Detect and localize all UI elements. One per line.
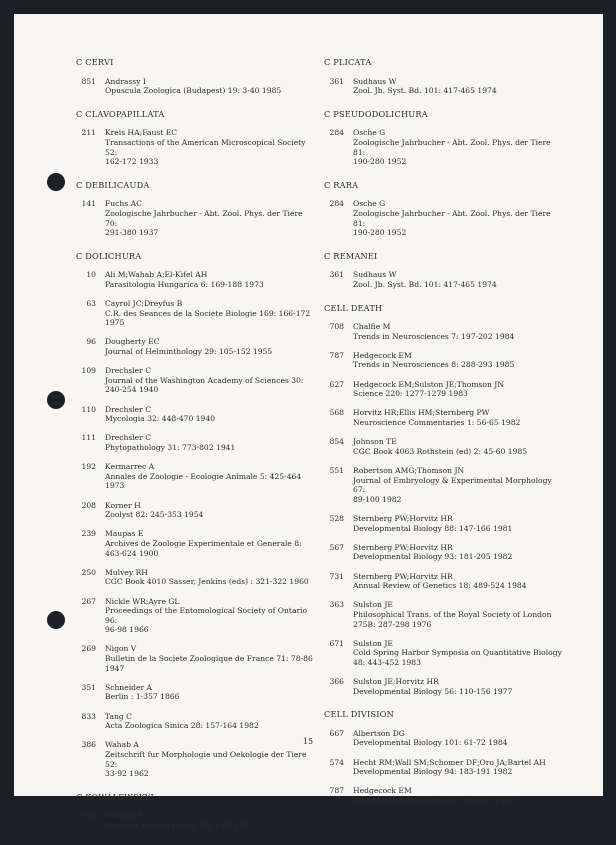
reference-author: Cayrol JC;Dreyfus B [105, 299, 183, 309]
reference-citation: Journal of the Washington Academy of Sciences 30: [105, 375, 304, 385]
section-heading: CELL DEATH [324, 302, 383, 313]
reference-citation: Science 220: 1277-1279 1983 [353, 389, 468, 399]
reference-author: Kreis HA;Faust EC [105, 128, 178, 138]
reference-number: 833 [81, 711, 96, 721]
section-heading: C PLICATA [324, 57, 372, 67]
reference-author: Nickle WR;Ayre GL [105, 596, 180, 606]
reference-citation: 463-624 1900 [105, 548, 159, 558]
reference-number: 269 [81, 644, 96, 654]
reference-entry [76, 462, 316, 491]
reference-author: Sulston JE [353, 600, 393, 610]
reference-author: Tang C [105, 711, 132, 721]
index-section [324, 58, 564, 96]
index-section [324, 304, 564, 697]
reference-entry [76, 433, 316, 452]
reference-author: Johnson TE [353, 437, 397, 447]
section-heading: C DOLICHURA [76, 250, 142, 261]
reference-author: Maupas E [105, 529, 144, 539]
reference-author: Sternberg PW;Horvitz HR [353, 513, 453, 523]
reference-citation: 48: 443-452 1983 [353, 657, 421, 667]
reference-author: Mulvey RH [105, 567, 148, 577]
reference-entry [324, 199, 564, 237]
reference-author: Hecht RM;Wall SM;Schomer DF;Oro JA;Bartel AH [353, 757, 546, 767]
reference-citation: Zool. Jb. Syst. Bd. 101: 417-465 1974 [353, 279, 497, 289]
reference-entry [324, 380, 564, 399]
reference-author: Hedgecock EM [353, 786, 412, 796]
reference-citation: Zeitschrift fur Morphologie und Oekologie der Tiere 52: [105, 750, 307, 769]
reference-number: 208 [81, 500, 96, 510]
reference-citation: Berlin : 1-357 1866 [105, 692, 180, 702]
reference-citation: 275B: 287-298 1976 [353, 619, 432, 629]
reference-entry [324, 466, 564, 504]
reference-citation: 33-92 1962 [105, 769, 149, 779]
reference-entry [76, 644, 316, 673]
reference-citation: Bulletin de la Societe Zoologique de France 71: 78-86 [105, 654, 313, 664]
binder-hole [47, 391, 65, 409]
reference-entry [324, 408, 564, 427]
reference-citation: 1947 [105, 663, 125, 673]
reference-number: 267 [81, 596, 96, 606]
reference-citation: Acta Zoologica Sinica 28: 157-164 1982 [105, 721, 259, 731]
reference-citation: Mycologia 32: 448-470 1940 [105, 414, 216, 424]
reference-author: Sulston JE;Horvitz HR [353, 677, 439, 687]
reference-author: Schneider A [105, 682, 153, 692]
reference-entry [76, 405, 316, 424]
reference-citation: Journal of Helminthology 29: 105-152 1955 [105, 347, 273, 357]
reference-number: 528 [329, 513, 344, 523]
reference-entry [76, 740, 316, 778]
reference-entry [76, 568, 316, 587]
page-number: 15 [302, 737, 314, 746]
reference-citation: 240-254 1940 [105, 385, 159, 395]
reference-number: 574 [329, 757, 344, 767]
reference-entry [324, 572, 564, 591]
reference-number: 363 [329, 600, 344, 610]
reference-number: 366 [329, 677, 344, 687]
reference-author: Osche G [353, 199, 386, 209]
reference-entry [324, 639, 564, 668]
reference-citation: 1975 [105, 318, 125, 328]
reference-number: 110 [81, 404, 96, 414]
reference-entry [324, 758, 564, 777]
reference-citation: Developmental Biology 88: 147-166 1981 [353, 523, 513, 533]
reference-author: Kermarrec A [105, 462, 155, 472]
reference-author: Ali M;Wahab A;El-Kifel AH [105, 270, 208, 280]
reference-author: Horvitz HR;Ellis HM;Sternberg PW [353, 408, 490, 418]
reference-citation: Archives de Zoologie Experimentale et Generale 8: [105, 538, 302, 548]
reference-number: 386 [81, 740, 96, 750]
reference-citation: CGC Book 4063 Rothstein (ed) 2: 45-60 1985 [353, 446, 528, 456]
reference-author: Sudhaus W [353, 270, 397, 280]
reference-number: 361 [329, 76, 344, 86]
reference-citation: Trends in Neurosciences 7: 197-202 1984 [353, 331, 515, 341]
section-heading: C REMANEI [324, 250, 378, 261]
reference-number: 109 [81, 366, 96, 376]
index-section [76, 110, 316, 167]
reference-entry [76, 270, 316, 289]
reference-citation: 291-380 1937 [105, 228, 159, 238]
reference-author: Hedgecock EM;Sulston JE;Thomson JN [353, 379, 504, 389]
reference-number: 667 [329, 728, 344, 738]
reference-entry [76, 597, 316, 635]
reference-citation: 190-280 1952 [353, 157, 407, 167]
reference-number: 731 [329, 571, 344, 581]
reference-citation: 162-172 1933 [105, 157, 159, 167]
reference-citation: Developmental Biology 56: 110-156 1977 [353, 686, 513, 696]
reference-number: 250 [81, 567, 96, 577]
reference-entry [324, 77, 564, 96]
binder-hole [47, 173, 65, 191]
reference-citation: Annual Review of Genetics 18: 489-524 1984 [353, 581, 527, 591]
reference-number: 111 [81, 433, 96, 443]
reference-author: Andrassy I [105, 76, 146, 86]
reference-entry [324, 322, 564, 341]
reference-author: Wahab A [105, 740, 139, 750]
reference-citation: Trends in Neurosciences 8: 288-293 1985 [353, 360, 515, 370]
left-column [76, 58, 316, 845]
reference-author: Sulston JE [353, 638, 393, 648]
reference-citation: Proceedings of the Entomological Society of Ontario 96: [105, 606, 308, 625]
reference-author: Korner H [105, 500, 141, 510]
reference-author: Drechsler C [105, 433, 152, 443]
reference-entry [324, 270, 564, 289]
section-heading: CELL DIVISION [324, 709, 394, 720]
reference-author: Drechsler C [105, 366, 152, 376]
reference-citation: Zoologische Jahrbucher - Abt. Zool. Phys. der Tiere 81: [353, 137, 551, 157]
reference-citation: Philosophical Trans. of the Royal Society of London [353, 609, 552, 619]
reference-author: Albertson DG [353, 728, 405, 738]
reference-number: 141 [81, 199, 96, 209]
reference-entry [76, 128, 316, 166]
reference-entry [76, 199, 316, 237]
reference-number: 551 [329, 466, 344, 475]
reference-number: 63 [86, 299, 96, 309]
reference-entry [76, 366, 316, 395]
reference-number: 787 [329, 350, 344, 360]
reference-number: 147 [81, 811, 96, 821]
reference-author: Robertson AMG;Thomson JN [353, 466, 465, 475]
reference-entry [76, 299, 316, 328]
reference-citation: Cold Spring Harbor Symposia on Quantitative Biology [353, 648, 562, 658]
reference-entry [76, 811, 316, 830]
reference-citation: Zoolyst 82: 245-353 1954 [105, 510, 204, 520]
reference-number: 567 [329, 542, 344, 552]
reference-citation: Neuroscience Commentaries 1: 56-65 1982 [353, 418, 521, 428]
reference-author: Chalfie M [353, 322, 391, 332]
reference-entry [324, 128, 564, 166]
reference-number: 96 [86, 337, 96, 347]
section-heading: C CERVI [76, 57, 114, 67]
index-section [324, 110, 564, 167]
reference-number: 192 [81, 462, 96, 472]
reference-number: 284 [329, 199, 344, 209]
reference-entry [76, 529, 316, 558]
reference-number: 211 [81, 128, 96, 138]
reference-number: 708 [329, 322, 344, 332]
reference-citation: Opuscula Zoologica (Budapest) 19: 3-40 1985 [105, 86, 282, 96]
reference-number: 361 [329, 270, 344, 280]
reference-entry [324, 437, 564, 456]
reference-citation: 190-280 1952 [353, 228, 407, 238]
reference-number: 787 [329, 786, 344, 796]
reference-number: 851 [81, 76, 96, 86]
reference-entry [76, 337, 316, 356]
reference-citation: Zoologische Jahrbucher - Abt. Zool. Phys. der Tiere 81: [353, 208, 551, 228]
reference-author: Dougherty EC [105, 337, 160, 347]
reference-author: Sternberg PW;Horvitz HR [353, 542, 453, 552]
reference-citation: Developmental Biology 93: 181-205 1982 [353, 552, 513, 562]
reference-author: Golovin E [105, 811, 143, 821]
reference-author: Nigon V [105, 644, 137, 654]
index-section [324, 181, 564, 238]
reference-number: 671 [329, 638, 344, 648]
index-section [76, 181, 316, 238]
index-section [76, 58, 316, 96]
reference-number: 10 [86, 270, 96, 280]
reference-entry [324, 786, 564, 805]
reference-citation: Trends in Neurosciences 8: 288-293 1985 [353, 796, 515, 805]
reference-citation: Zool. Jb. Syst. Bd. 101: 417-465 1974 [353, 86, 497, 96]
reference-author: Fuchs AC [105, 199, 142, 209]
reference-citation: Journal of Embryology & Experimental Morphology 67: [353, 475, 552, 495]
reference-citation: Transactions of the American Microscopical Society 52: [105, 137, 306, 157]
section-heading: C RARA [324, 179, 359, 190]
reference-citation: C.R. des Seances de la Societe Biologie 169: 166-172 [105, 308, 311, 318]
reference-number: 627 [329, 379, 344, 389]
index-section [76, 793, 316, 831]
reference-citation: Annales de Zoologie - Ecologie Animale 5: 425-464 1973 [105, 471, 302, 491]
reference-citation: Parasitologia Hungarica 6: 169-188 1973 [105, 279, 264, 289]
reference-citation: CGC Book 4010 Sasser, Jenkins (eds) : 321-322 1960 [105, 577, 309, 587]
reference-author: Hedgecock EM [353, 350, 412, 360]
reference-entry [324, 351, 564, 370]
section-heading: C KOWALEWSKYI [76, 791, 154, 802]
reference-entry [324, 677, 564, 696]
reference-entry [324, 600, 564, 629]
reference-entry [76, 77, 316, 96]
reference-citation: 96-98 1966 [105, 625, 149, 635]
reference-author: Osche G [353, 128, 386, 138]
reference-entry [324, 514, 564, 533]
reference-author: Sternberg PW;Horvitz HR [353, 571, 453, 581]
reference-entry [76, 683, 316, 702]
section-heading: C PSEUDODOLICHURA [324, 108, 428, 119]
reference-citation: Uchenye Zapiski Kazan. 68: 1-50 1901 [105, 820, 254, 830]
binder-hole [47, 611, 65, 629]
reference-number: 351 [81, 682, 96, 692]
reference-citation: Zoologische Jahrbucher - Abt. Zool. Phys. der Tiere 70: [105, 208, 303, 228]
reference-number: 854 [329, 437, 344, 447]
reference-entry [76, 501, 316, 520]
section-heading: C DEBILICAUDA [76, 179, 150, 190]
reference-number: 284 [329, 128, 344, 138]
reference-author: Sudhaus W [353, 76, 397, 86]
reference-entry [76, 712, 316, 731]
reference-citation: 89-100 1982 [353, 494, 402, 504]
index-section [76, 252, 316, 779]
right-column [324, 58, 564, 820]
reference-citation: Developmental Biology 94: 183-191 1982 [353, 767, 513, 777]
reference-author: Drechsler C [105, 404, 152, 414]
section-heading: C CLAVOPAPILLATA [76, 108, 165, 119]
reference-citation: Developmental Biology 101: 61-72 1984 [353, 738, 508, 748]
index-section [324, 710, 564, 805]
index-section [324, 252, 564, 290]
reference-number: 239 [81, 529, 96, 539]
reference-citation: Phytopathology 31: 773-802 1941 [105, 443, 236, 452]
reference-number: 568 [329, 408, 344, 418]
reference-entry [324, 543, 564, 562]
